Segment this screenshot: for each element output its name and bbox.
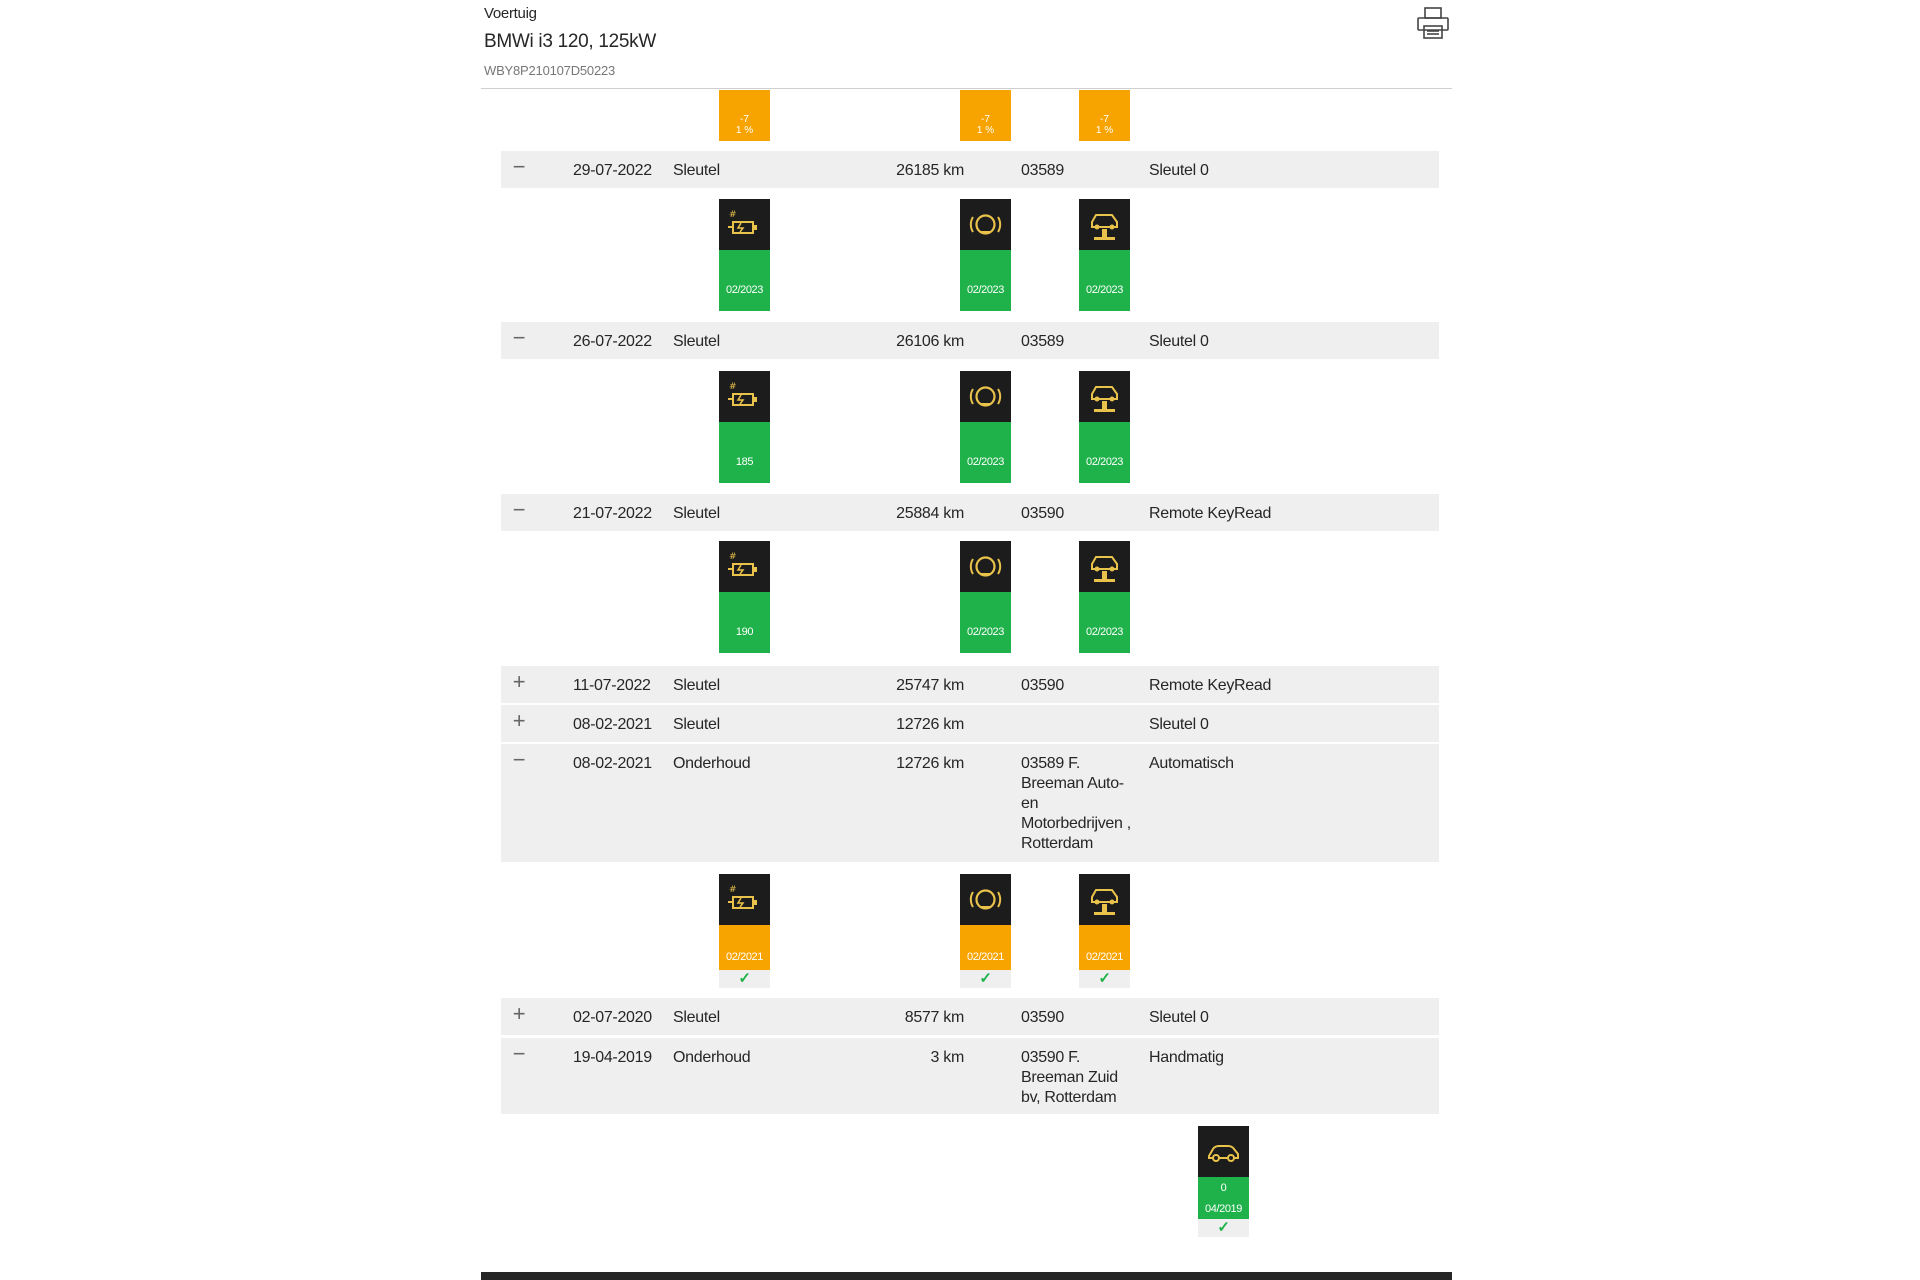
row-dealer: 03590 F. Breeman Zuid bv, Rotterdam: [1021, 1049, 1118, 1106]
battery-service-icon: [727, 549, 762, 584]
brake-fluid-tile: 02/2023: [960, 541, 1011, 653]
row-source: Handmatig: [1149, 1049, 1224, 1066]
vehicle-label: Voertuig: [484, 5, 537, 22]
row-km: 26185 km: [896, 162, 964, 179]
row-dealer: 03589 F. Breeman Auto- en Motorbedrijven , Rotterdam: [1021, 755, 1131, 852]
row-dealer: 03590: [1021, 505, 1064, 522]
check-mark: ✓: [719, 970, 770, 988]
row-source: Sleutel 0: [1149, 1009, 1209, 1026]
vehicle-check-tile: 02/2023: [1079, 199, 1130, 311]
collapse-toggle[interactable]: −: [512, 747, 526, 772]
history-row[interactable]: [501, 705, 1439, 742]
row-km: 3 km: [930, 1049, 964, 1066]
row-dealer: 03590: [1021, 1009, 1064, 1026]
collapse-toggle[interactable]: −: [512, 154, 526, 179]
battery-service-icon: [727, 379, 762, 414]
row-type: Sleutel: [673, 162, 720, 179]
battery-service-tile: # 02/2023: [719, 199, 770, 311]
row-km: 26106 km: [896, 333, 964, 350]
history-row[interactable]: [501, 151, 1439, 188]
header-divider: [481, 88, 1452, 89]
row-km: 8577 km: [904, 1009, 964, 1026]
vehicle-check-tile: 02/2023: [1079, 371, 1130, 483]
vehicle-status-tile: 0 04/2019 ✓: [1198, 1126, 1249, 1237]
svg-text:#: #: [729, 885, 737, 895]
vehicle-vin: WBY8P210107D50223: [484, 63, 616, 78]
brake-fluid-tile: 02/2021 ✓: [960, 874, 1011, 988]
row-km: 12726 km: [896, 755, 964, 772]
svg-text:#: #: [729, 552, 737, 562]
collapse-toggle[interactable]: −: [512, 1041, 526, 1066]
row-source: Remote KeyRead: [1149, 505, 1272, 522]
vehicle-check-icon: [1087, 549, 1122, 584]
row-date: 11-07-2022: [573, 677, 651, 694]
row-source: Sleutel 0: [1149, 333, 1209, 350]
row-km: 25747 km: [896, 677, 964, 694]
brake-fluid-icon: [968, 549, 1003, 584]
row-type: Sleutel: [673, 333, 720, 350]
row-source: Automatisch: [1149, 755, 1234, 772]
vehicle-title: BMWi i3 120, 125kW: [484, 31, 656, 52]
brake-fluid-icon: [968, 882, 1003, 917]
collapse-toggle[interactable]: −: [512, 325, 526, 350]
row-date: 26-07-2022: [573, 333, 652, 350]
vehicle-check-tile: 02/2021 ✓: [1079, 874, 1130, 988]
row-km: 12726 km: [896, 716, 964, 733]
row-type: Sleutel: [673, 716, 720, 733]
row-date: 21-07-2022: [573, 505, 652, 522]
expand-toggle[interactable]: +: [512, 1001, 526, 1026]
history-row[interactable]: [501, 666, 1439, 703]
history-row[interactable]: [501, 322, 1439, 359]
row-type: Sleutel: [673, 505, 720, 522]
battery-service-tile: # 190: [719, 541, 770, 653]
history-row[interactable]: [501, 494, 1439, 531]
row-dealer: 03589: [1021, 333, 1064, 350]
row-date: 29-07-2022: [573, 162, 652, 179]
row-km: 25884 km: [896, 505, 964, 522]
svg-text:#: #: [729, 382, 737, 392]
row-date: 19-04-2019: [573, 1049, 652, 1066]
battery-service-tile: # 185: [719, 371, 770, 483]
battery-service-icon: [727, 882, 762, 917]
battery-service-tile: # 02/2021 ✓: [719, 874, 770, 988]
battery-service-icon: [727, 207, 762, 242]
car-icon: [1206, 1134, 1241, 1169]
brake-fluid-tile: 02/2023: [960, 199, 1011, 311]
printer-icon[interactable]: [1416, 6, 1450, 40]
row-source: Sleutel 0: [1149, 162, 1209, 179]
row-type: Onderhoud: [673, 755, 751, 772]
row-type: Sleutel: [673, 1009, 720, 1026]
vehicle-check-icon: [1087, 882, 1122, 917]
row-dealer: 03589: [1021, 162, 1064, 179]
vehicle-check-tile: 02/2023: [1079, 541, 1130, 653]
svg-text:#: #: [729, 210, 737, 220]
row-type: Sleutel: [673, 677, 720, 694]
brake-fluid-icon: [968, 379, 1003, 414]
partial-tile: -7 1 %: [1079, 90, 1130, 141]
brake-fluid-icon: [968, 207, 1003, 242]
collapse-toggle[interactable]: −: [512, 497, 526, 522]
partial-tile: -7 1 %: [719, 90, 770, 141]
vehicle-history-page: [481, 0, 1452, 1280]
row-type: Onderhoud: [673, 1049, 751, 1066]
footer-bar: [481, 1272, 1452, 1280]
row-date: 08-02-2021: [573, 716, 652, 733]
vehicle-check-icon: [1087, 207, 1122, 242]
check-mark: ✓: [1198, 1219, 1249, 1237]
expand-toggle[interactable]: +: [512, 708, 526, 733]
row-date: 08-02-2021: [573, 755, 652, 772]
vehicle-check-icon: [1087, 379, 1122, 414]
history-row[interactable]: [501, 998, 1439, 1035]
check-mark: ✓: [1079, 970, 1130, 988]
row-dealer: 03590: [1021, 677, 1064, 694]
row-source: Remote KeyRead: [1149, 677, 1272, 694]
brake-fluid-tile: 02/2023: [960, 371, 1011, 483]
expand-toggle[interactable]: +: [512, 669, 526, 694]
history-row[interactable]: [501, 744, 1439, 862]
row-date: 02-07-2020: [573, 1009, 652, 1026]
check-mark: ✓: [960, 970, 1011, 988]
history-row[interactable]: [501, 1038, 1439, 1114]
partial-tile: -7 1 %: [960, 90, 1011, 141]
row-source: Sleutel 0: [1149, 716, 1209, 733]
